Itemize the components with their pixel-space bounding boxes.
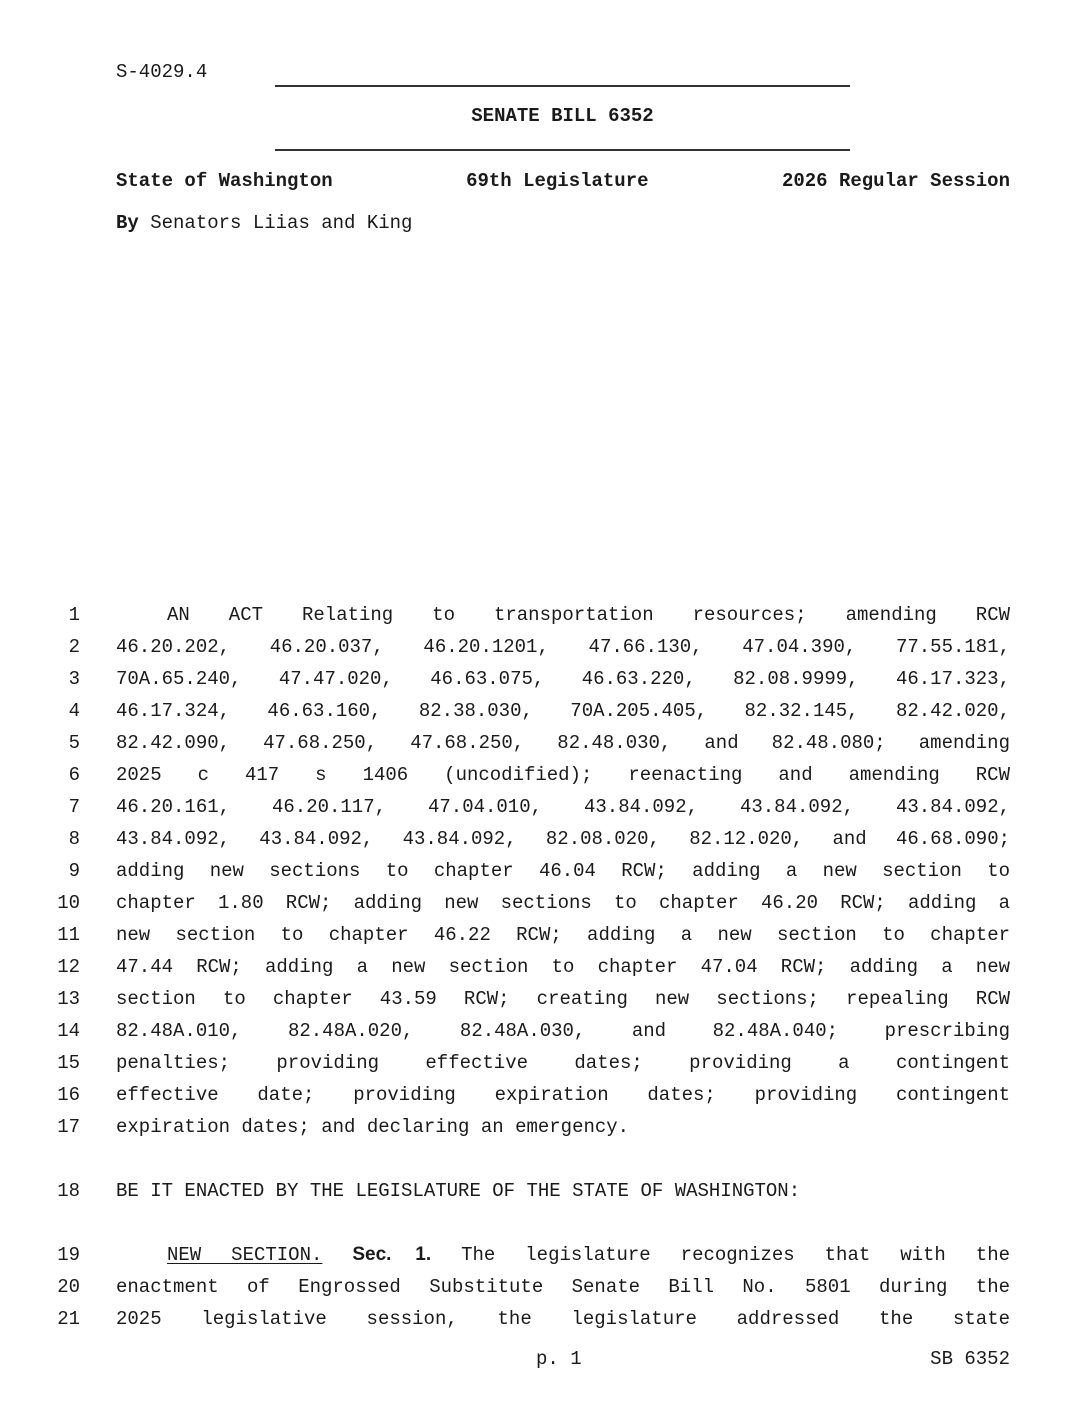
legislature-info-row <box>116 170 1010 192</box>
line-number: 7 <box>68 796 80 818</box>
line-number: 11 <box>57 924 80 946</box>
sponsors-line <box>116 212 412 234</box>
line-number: 12 <box>57 956 80 978</box>
line-text: 46.20.161, 46.20.117, 47.04.010, 43.84.092, 43.84.092, 43.84.092, <box>116 796 1010 818</box>
body-line <box>0 732 1088 764</box>
line-number: 21 <box>57 1308 80 1330</box>
body-line <box>0 1052 1088 1084</box>
body-line <box>0 1308 1088 1340</box>
body-line <box>0 604 1088 636</box>
bill-title: SENATE BILL 6352 <box>471 105 654 127</box>
line-number: 15 <box>57 1052 80 1074</box>
line-text: 82.42.090, 47.68.250, 47.68.250, 82.48.030, and 82.48.080; amending <box>116 732 1010 754</box>
line-text: 43.84.092, 43.84.092, 43.84.092, 82.08.020, 82.12.020, and 46.68.090; <box>116 828 1010 850</box>
title-rule-top <box>275 85 850 87</box>
line-number: 4 <box>68 700 80 722</box>
line-text: chapter 1.80 RCW; adding new sections to chapter 46.20 RCW; adding a <box>116 892 1010 914</box>
sponsor-label: By <box>116 212 139 234</box>
line-text: adding new sections to chapter 46.04 RCW; adding a new section to <box>116 860 1010 882</box>
body-line <box>0 764 1088 796</box>
line-text: 46.17.324, 46.63.160, 82.38.030, 70A.205.405, 82.32.145, 82.42.020, <box>116 700 1010 722</box>
line-text: enactment of Engrossed Substitute Senate Bill No. 5801 during the <box>116 1276 1010 1298</box>
state-name: State of Washington <box>116 170 333 192</box>
line-number: 20 <box>57 1276 80 1298</box>
line-number: 13 <box>57 988 80 1010</box>
line-number: 14 <box>57 1020 80 1042</box>
line-number: 8 <box>68 828 80 850</box>
sponsor-names: Senators Liias and King <box>150 212 413 234</box>
line-number: 1 <box>68 604 80 626</box>
legislature-number: 69th Legislature <box>466 170 649 192</box>
body-line <box>0 860 1088 892</box>
line-text: 47.44 RCW; adding a new section to chapter 47.04 RCW; adding a new <box>116 956 1010 978</box>
body-line <box>0 988 1088 1020</box>
line-number: 10 <box>57 892 80 914</box>
section-number: Sec. 1. <box>352 1244 432 1265</box>
line-number: 19 <box>57 1244 80 1266</box>
line-text: penalties; providing effective dates; providing a contingent <box>116 1052 1010 1074</box>
footer-bill-number: SB 6352 <box>930 1348 1010 1370</box>
title-rule-bottom <box>275 149 850 151</box>
body-line <box>0 668 1088 700</box>
line-text: AN ACT Relating to transportation resources; amending RCW <box>167 604 1010 626</box>
body-line <box>0 1116 1088 1148</box>
body-line <box>0 636 1088 668</box>
body-line <box>0 796 1088 828</box>
body-line <box>0 924 1088 956</box>
line-text: section to chapter 43.59 RCW; creating new sections; repealing RCW <box>116 988 1010 1010</box>
body-line <box>0 1180 1088 1212</box>
section-text: The legislature recognizes that with the <box>461 1244 1010 1266</box>
session-name: 2026 Regular Session <box>781 170 1010 192</box>
line-text: 2025 legislative session, the legislature addressed the state <box>116 1308 1010 1330</box>
line-number: 17 <box>57 1116 80 1138</box>
body-line <box>0 956 1088 988</box>
body-line <box>0 1244 1088 1276</box>
line-number: 5 <box>68 732 80 754</box>
line-text: BE IT ENACTED BY THE LEGISLATURE OF THE STATE OF WASHINGTON: <box>116 1180 801 1202</box>
body-line <box>0 1084 1088 1116</box>
line-text: 46.20.202, 46.20.037, 46.20.1201, 47.66.130, 47.04.390, 77.55.181, <box>116 636 1010 658</box>
line-number: 3 <box>68 668 80 690</box>
body-line <box>0 1276 1088 1308</box>
body-line <box>0 892 1088 924</box>
line-number: 6 <box>68 764 80 786</box>
body-line <box>0 1020 1088 1052</box>
line-text: new section to chapter 46.22 RCW; adding a new section to chapter <box>116 924 1010 946</box>
document-id: S-4029.4 <box>116 61 208 83</box>
line-text: 2025 c 417 s 1406 (uncodified); reenacting and amending RCW <box>116 764 1010 786</box>
line-number: 2 <box>68 636 80 658</box>
line-text: effective date; providing expiration dates; providing contingent <box>116 1084 1010 1106</box>
line-text <box>116 1244 1010 1266</box>
line-text: expiration dates; and declaring an emergency. <box>116 1116 630 1138</box>
body-line <box>0 828 1088 860</box>
line-text: 70A.65.240, 47.47.020, 46.63.075, 46.63.220, 82.08.9999, 46.17.323, <box>116 668 1010 690</box>
page-number: p. 1 <box>536 1348 582 1370</box>
line-number: 16 <box>57 1084 80 1106</box>
body-line <box>0 700 1088 732</box>
line-number: 18 <box>57 1180 80 1202</box>
line-text: 82.48A.010, 82.48A.020, 82.48A.030, and 82.48A.040; prescribing <box>116 1020 1010 1042</box>
new-section-label: NEW SECTION. <box>167 1244 323 1266</box>
line-number: 9 <box>68 860 80 882</box>
